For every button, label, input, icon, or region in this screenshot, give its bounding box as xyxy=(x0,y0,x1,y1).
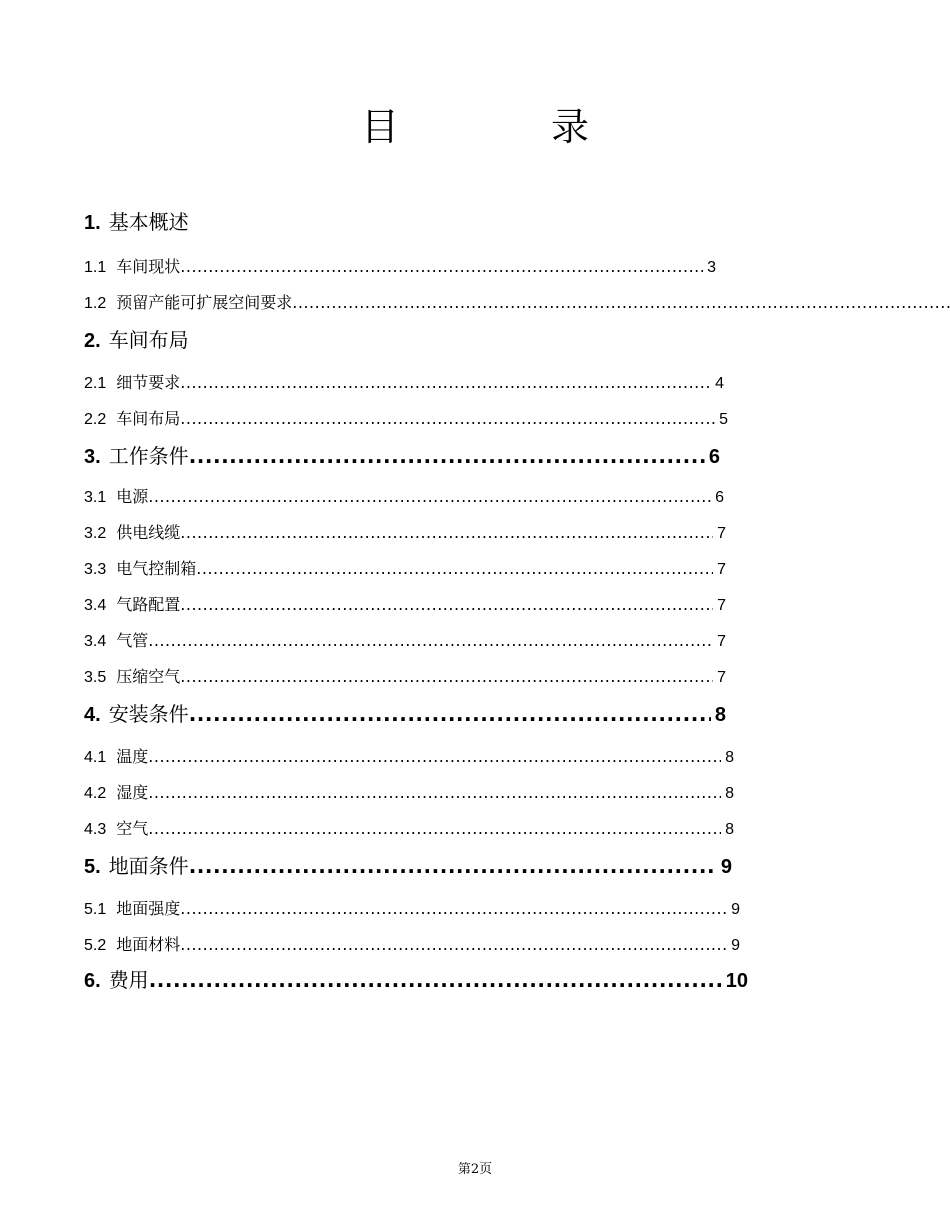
toc-page-number: 6 xyxy=(708,446,720,468)
toc-chapter[interactable] xyxy=(84,324,384,352)
toc-label: 地面条件 xyxy=(108,854,189,878)
toc-leader-dots xyxy=(180,409,715,428)
toc-chapter[interactable] xyxy=(84,964,748,992)
toc-label: 气管 xyxy=(116,631,149,650)
toc-leader-dots xyxy=(292,293,950,312)
toc-label: 费用 xyxy=(108,968,149,992)
toc-number: 2.2 xyxy=(84,411,107,428)
toc-section[interactable] xyxy=(84,744,734,766)
toc-page-number: 9 xyxy=(720,856,732,878)
page-title: 目 录 xyxy=(360,105,660,149)
toc-number: 3.4 xyxy=(84,633,107,650)
toc-section[interactable] xyxy=(84,592,726,614)
toc-label: 细节要求 xyxy=(116,373,181,392)
toc-page-number: 7 xyxy=(717,597,726,614)
toc-leader-dots xyxy=(189,444,705,468)
toc-label: 供电线缆 xyxy=(116,523,181,542)
toc-page-number: 4 xyxy=(715,375,724,392)
toc-section[interactable] xyxy=(84,290,950,312)
toc-label: 气路配置 xyxy=(116,595,181,614)
toc-label: 压缩空气 xyxy=(116,667,181,686)
toc-leader-dots xyxy=(180,523,713,542)
toc-section[interactable] xyxy=(84,780,734,802)
toc-section[interactable] xyxy=(84,628,726,650)
toc-page-number: 7 xyxy=(717,561,726,578)
toc-section[interactable] xyxy=(84,254,716,276)
toc-page-number: 7 xyxy=(717,633,726,650)
toc-leader-dots xyxy=(180,899,727,918)
toc-label: 湿度 xyxy=(116,783,149,802)
toc-label: 车间布局 xyxy=(108,328,189,352)
toc-number: 4.2 xyxy=(84,785,107,802)
toc-number: 1.2 xyxy=(84,295,107,312)
toc-section[interactable] xyxy=(84,664,726,686)
toc-number: 5. xyxy=(84,856,101,878)
toc-section[interactable] xyxy=(84,406,728,428)
toc-page-number: 6 xyxy=(715,489,724,506)
toc-number: 3.1 xyxy=(84,489,107,506)
toc-label: 安装条件 xyxy=(108,702,189,726)
toc-number: 1.1 xyxy=(84,259,107,276)
toc-label: 温度 xyxy=(116,747,149,766)
toc-number: 4. xyxy=(84,704,101,726)
toc-page-number: 7 xyxy=(717,525,726,542)
toc-number: 1. xyxy=(84,212,101,234)
toc-number: 2.1 xyxy=(84,375,107,392)
toc-page-number: 8 xyxy=(725,785,734,802)
toc-page-number: 8 xyxy=(714,704,726,726)
page-number-footer: 第2页 xyxy=(457,1162,493,1177)
toc-number: 4.1 xyxy=(84,749,107,766)
toc-leader-dots xyxy=(196,559,713,578)
toc-label: 工作条件 xyxy=(108,444,189,468)
toc-leader-dots xyxy=(180,935,727,954)
toc-leader-dots xyxy=(180,667,713,686)
toc-section[interactable] xyxy=(84,484,724,506)
toc-page-number: 7 xyxy=(717,669,726,686)
toc-label: 电气控制箱 xyxy=(116,559,197,578)
toc-label: 地面强度 xyxy=(116,899,181,918)
toc-page-number: 9 xyxy=(731,901,740,918)
toc-page-number: 5 xyxy=(719,411,728,428)
toc-section[interactable] xyxy=(84,816,734,838)
toc-label: 基本概述 xyxy=(108,210,189,234)
toc-label: 电源 xyxy=(116,487,149,506)
toc-number: 5.1 xyxy=(84,901,107,918)
toc-page-number: 8 xyxy=(725,749,734,766)
toc-leader-dots xyxy=(189,702,711,726)
toc-leader-dots xyxy=(148,631,713,650)
toc-number: 3.5 xyxy=(84,669,107,686)
toc-section[interactable] xyxy=(84,896,740,918)
toc-page-number: 3 xyxy=(707,259,716,276)
toc-label: 空气 xyxy=(116,819,149,838)
toc-chapter[interactable] xyxy=(84,206,384,234)
toc-label: 车间布局 xyxy=(116,409,181,428)
toc-number: 5.2 xyxy=(84,937,107,954)
toc-page-number: 10 xyxy=(725,970,748,992)
toc-leader-dots xyxy=(149,968,722,992)
toc-number: 3.4 xyxy=(84,597,107,614)
toc-section[interactable] xyxy=(84,370,724,392)
toc-number: 6. xyxy=(84,970,101,992)
toc-label: 地面材料 xyxy=(116,935,181,954)
toc-chapter[interactable] xyxy=(84,440,720,468)
toc-number: 4.3 xyxy=(84,821,107,838)
toc-leader-dots xyxy=(148,747,721,766)
toc-chapter[interactable] xyxy=(84,698,726,726)
toc-leader-dots xyxy=(180,595,713,614)
toc-page-number: 8 xyxy=(725,821,734,838)
toc-number: 3. xyxy=(84,446,101,468)
toc-leader-dots xyxy=(189,854,717,878)
toc-label: 预留产能可扩展空间要求 xyxy=(116,293,293,312)
toc-section[interactable] xyxy=(84,932,740,954)
toc-leader-dots xyxy=(148,783,721,802)
toc-chapter[interactable] xyxy=(84,850,732,878)
toc-label: 车间现状 xyxy=(116,257,181,276)
toc-leader-dots xyxy=(180,373,711,392)
toc-leader-dots xyxy=(148,487,711,506)
toc-section[interactable] xyxy=(84,520,726,542)
toc-section[interactable] xyxy=(84,556,726,578)
toc-number: 3.3 xyxy=(84,561,107,578)
toc-number: 2. xyxy=(84,330,101,352)
toc-page-number: 9 xyxy=(731,937,740,954)
toc-number: 3.2 xyxy=(84,525,107,542)
toc-leader-dots xyxy=(148,819,721,838)
toc-leader-dots xyxy=(180,257,703,276)
